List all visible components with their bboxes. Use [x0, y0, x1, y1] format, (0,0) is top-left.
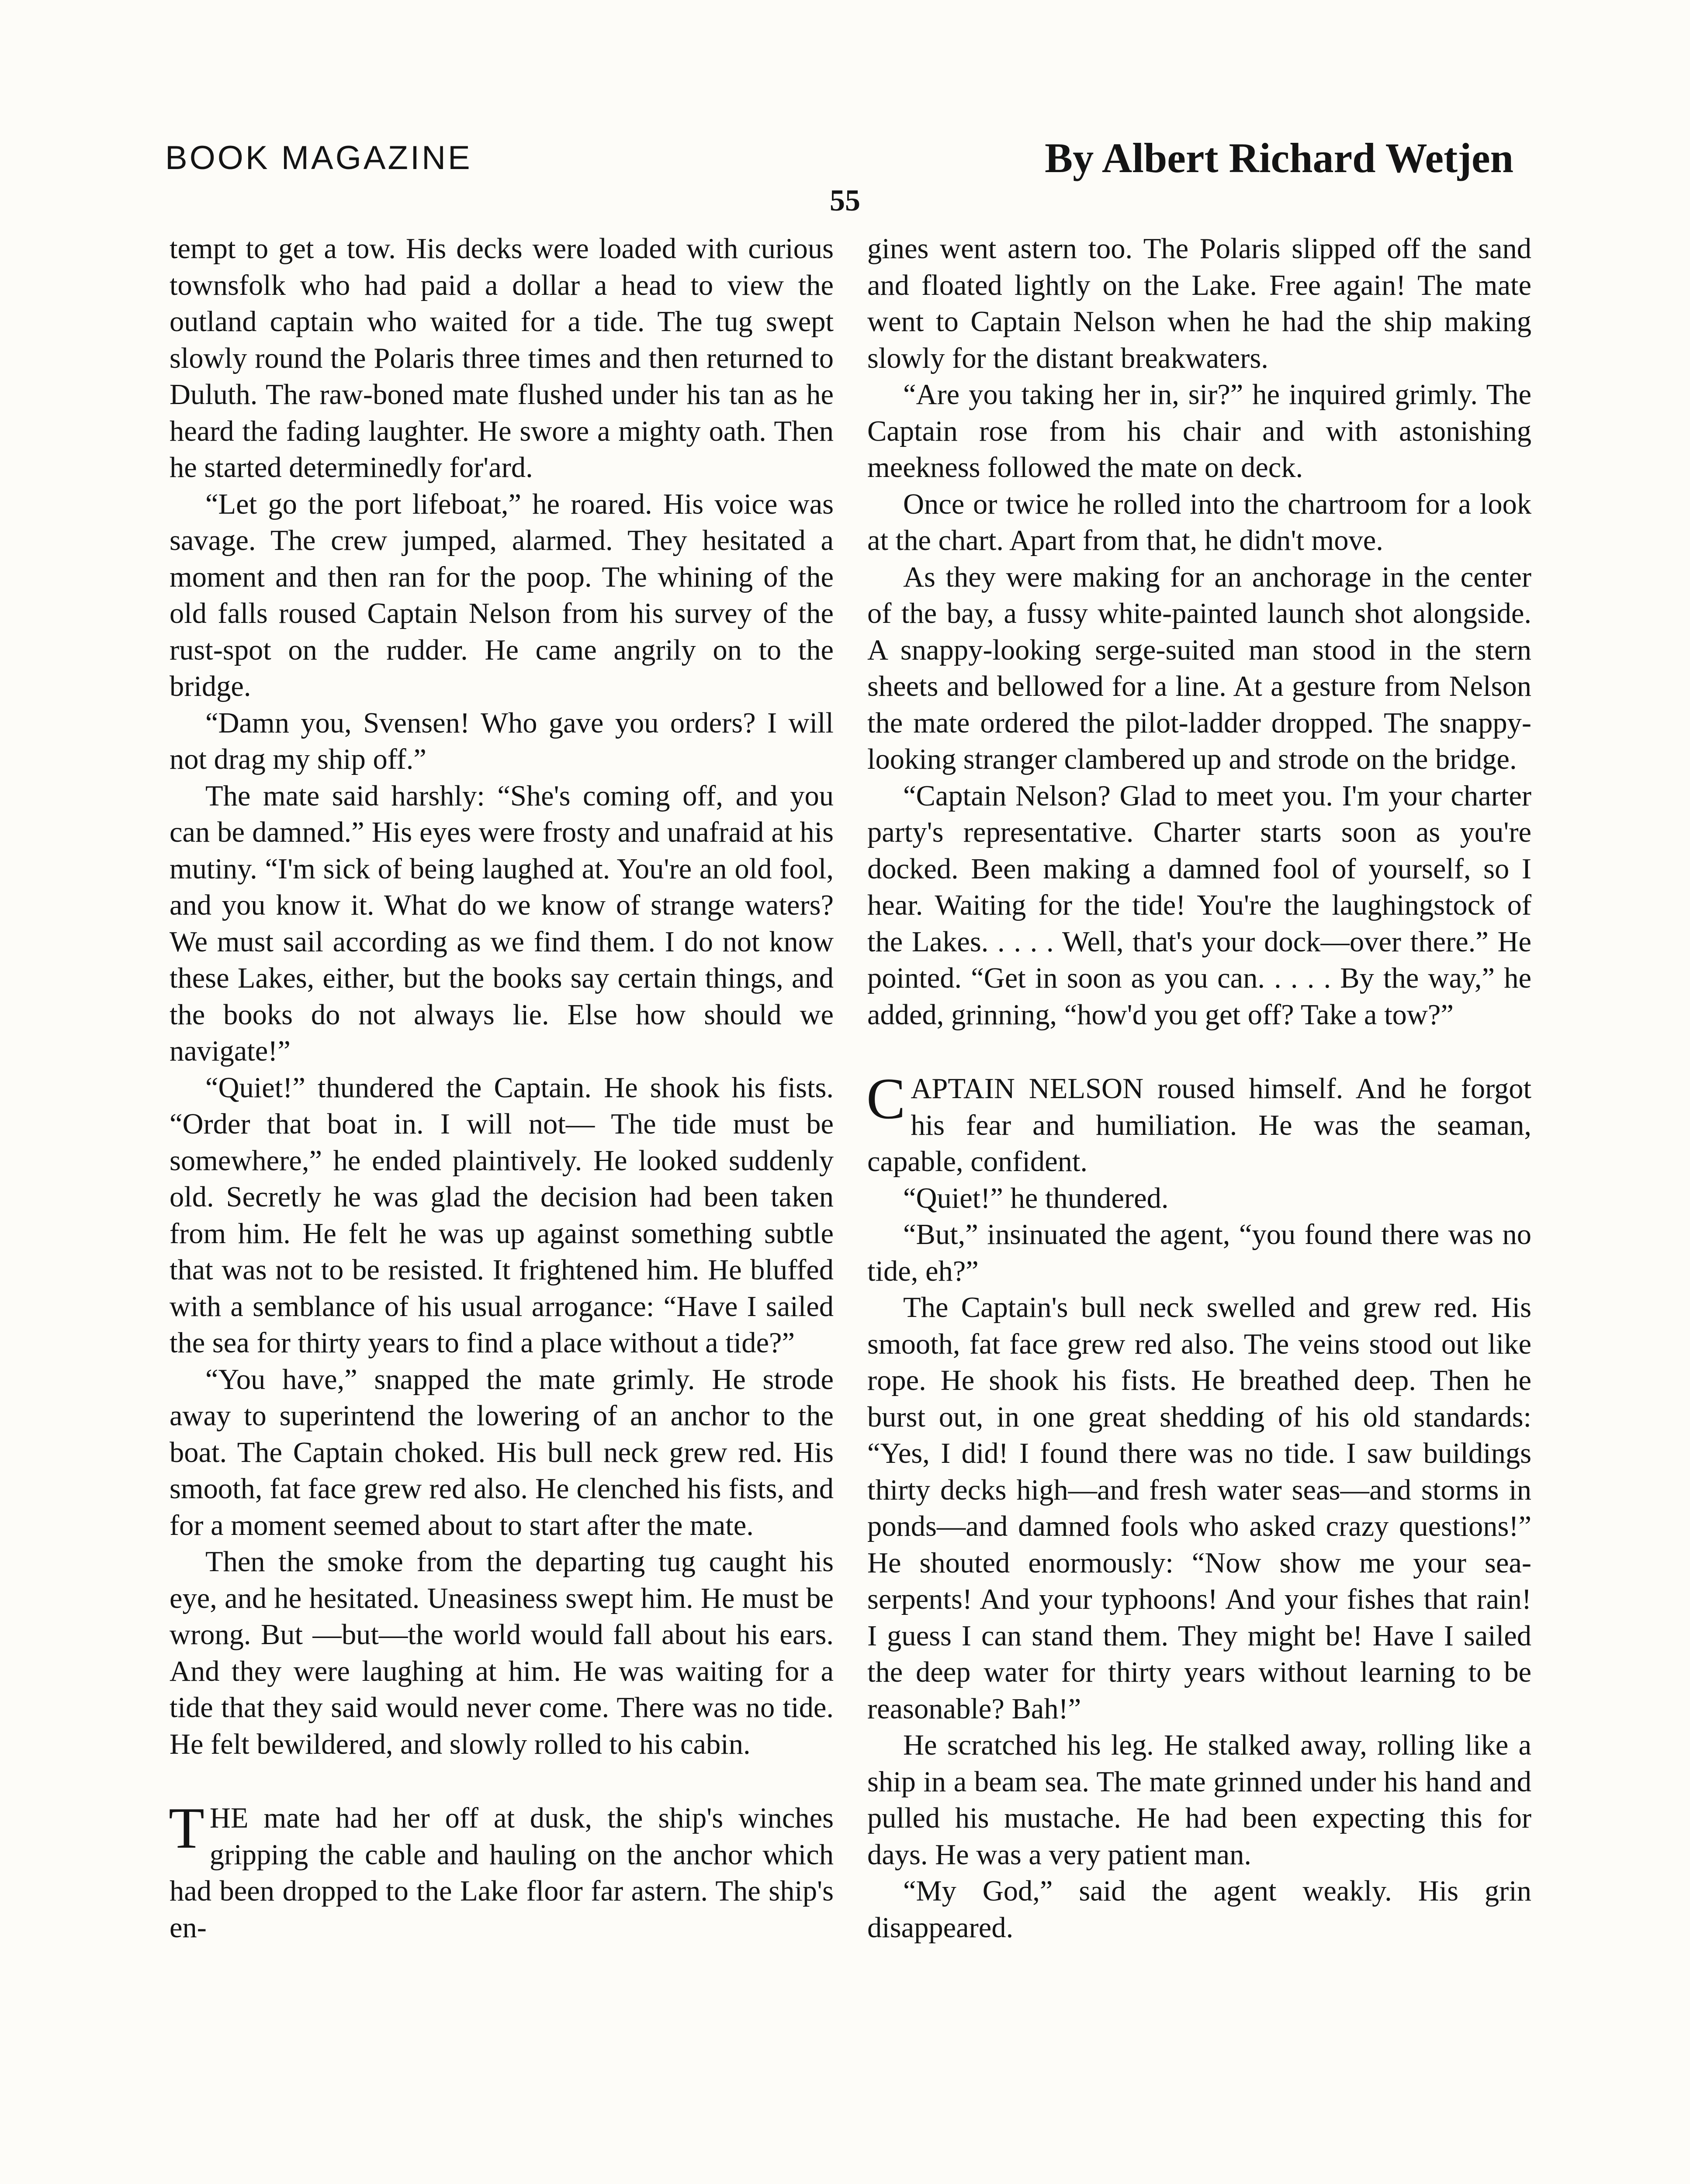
paragraph: Then the smoke from the departing tug caught his eye, and he hesitated. Uneasiness swept him. He must be wrong. But —but—the world would fall about his ears. And they were laughing at him. He was waiting for a tide that they said would never come. There was no tide. He felt bewildered, and slowly rolled to his cabin.	[170, 1546, 834, 1760]
paragraph: gines went astern too. The Polaris slipped off the sand and floated lightly on the Lake. Free again! The mate went to Captain Nelson when he had the ship making slowly for the distant breakwaters.	[867, 233, 1531, 374]
paragraph: “But,” insinuated the agent, “you found there was no tide, eh?”	[867, 1219, 1531, 1287]
paragraph: “Captain Nelson? Glad to meet you. I'm your charter party's representative. Charter starts soon as you're docked. Been making a damned fool of yourself, so I hear. Waiting for the tide! You're the laughingstock of the Lakes. . . . . Well, that's your dock—over there.” He pointed. “Get in soon as you can. . . . . By the way,” he added, grinning, “how'd you get off? Take a tow?”	[867, 780, 1531, 1031]
paragraph: “Are you taking her in, sir?” he inquired grimly. The Captain rose from his chair and with astonishing meekness followed the mate on deck.	[867, 379, 1531, 484]
paragraph: “Quiet!” thundered the Captain. He shook his fists. “Order that boat in. I will not— The tide must be somewhere,” he ended plaintively. He looked suddenly old. Secretly he was glad the decision had been taken from him. He felt he was up against something subtle that was not to be resisted. It frightened him. He bluffed with a semblance of his usual arrogance: “Have I sailed the sea for thirty years to find a place without a tide?”	[170, 1071, 834, 1359]
magazine-title: BOOK MAGAZINE	[165, 139, 472, 176]
drop-cap: T	[169, 1796, 204, 1860]
paragraph: The mate said harshly: “She's coming off, and you can be damned.” His eyes were frosty and unafraid at his mutiny. “I'm sick of being laughed at. You're an old fool, and you know it. What do we know of strange waters? We must sail according as we find them. I do not know these Lakes, either, but the books say certain things, and the books do not always lie. Else how should we navigate!”	[170, 780, 834, 1067]
paragraph: “You have,” snapped the mate grimly. He strode away to superintend the lowering of an anchor to the boat. The Captain choked. His bull neck grew red. His smooth, fat face grew red also. He clenched his fists, and for a moment seemed about to start after the mate.	[170, 1363, 834, 1541]
page-number: 55	[830, 184, 860, 218]
right-column	[867, 231, 1531, 1946]
paragraph: Once or twice he rolled into the chartroom for a look at the chart. Apart from that, he didn't move.	[867, 488, 1531, 556]
left-column	[170, 231, 834, 1946]
drop-cap: C	[866, 1066, 906, 1131]
paragraph: “Damn you, Svensen! Who gave you orders? I will not drag my ship off.”	[170, 707, 834, 775]
section-paragraph	[169, 1796, 834, 1946]
paragraph-text: APTAIN NELSON roused himself. And he forgot his fear and humiliation. He was the seaman, capable, confident.	[867, 1073, 1531, 1178]
paragraph: As they were making for an anchorage in the center of the bay, a fussy white-painted launch shot alongside. A snappy-looking serge-suited man stood in the stern sheets and bellowed for a line. At a gesture from Nelson the mate ordered the pilot-ladder dropped. The snappy-looking stranger clambered up and strode on the bridge.	[867, 561, 1531, 775]
paragraph: “My God,” said the agent weakly. His grin disappeared.	[867, 1875, 1531, 1944]
paragraph: The Captain's bull neck swelled and grew red. His smooth, fat face grew red also. The veins stood out like rope. He shook his fists. He breathed deep. Then he burst out, in one great shedding of his old standards: “Yes, I did! I found there was no tide. I saw buildings thirty decks high—and fresh water seas—and storms in ponds—and damned fools who asked crazy questions!” He shouted enormously: “Now show me your sea-serpents! And your typhoons! And your fishes that rain! I guess I can stand them. They might be! Have I sailed the deep water for thirty years without learning to be reasonable? Bah!”	[867, 1292, 1531, 1725]
paragraph: tempt to get a tow. His decks were loaded with curious townsfolk who had paid a dollar a head to view the outland captain who waited for a tide. The tug swept slowly round the Polaris three times and then returned to Duluth. The raw-boned mate flushed under his tan as he heard the fading laughter. He swore a mighty oath. Then he started determinedly for'ard.	[170, 233, 834, 484]
paragraph-text: HE mate had her off at dusk, the ship's winches gripping the cable and hauling on the anchor which had been dropped to the Lake floor far astern. The ship's en-	[170, 1802, 834, 1944]
section-paragraph	[866, 1066, 1531, 1180]
paragraph: “Quiet!” he thundered.	[903, 1182, 1169, 1214]
paragraph: He scratched his leg. He stalked away, rolling like a ship in a beam sea. The mate grinned under his hand and pulled his mustache. He had been expecting this for days. He was a very patient man.	[867, 1729, 1531, 1871]
author-byline: By Albert Richard Wetjen	[1045, 135, 1513, 181]
paragraph: “Let go the port lifeboat,” he roared. His voice was savage. The crew jumped, alarmed. They hesitated a moment and then ran for the poop. The whining of the old falls roused Captain Nelson from his survey of the rust-spot on the rudder. He came angrily on to the bridge.	[170, 488, 834, 702]
